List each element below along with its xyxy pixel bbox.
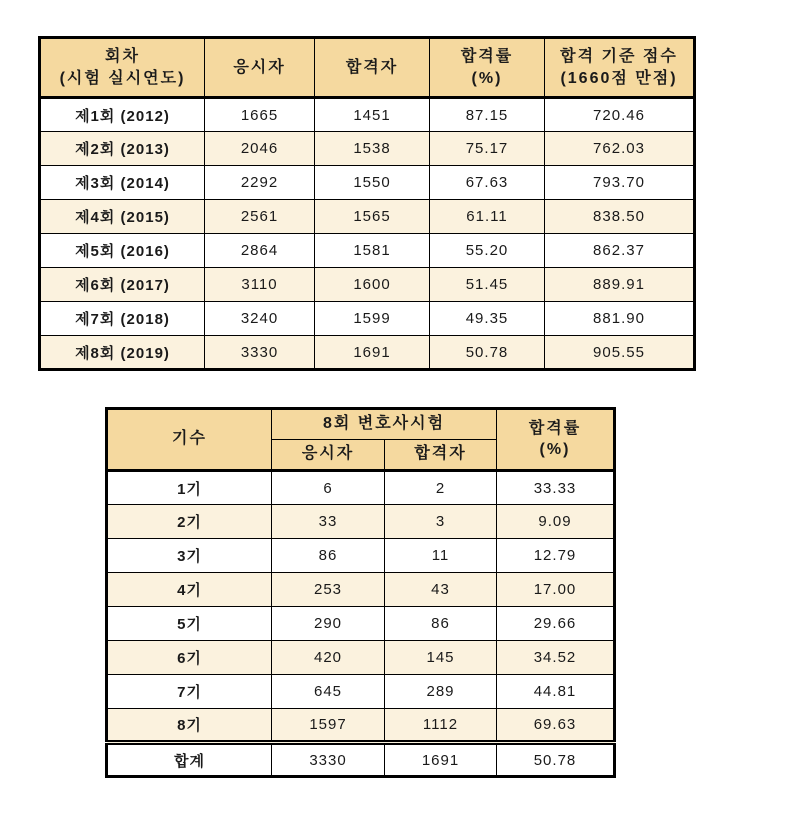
applicants-value: 645: [272, 675, 385, 709]
score-value: 793.70: [545, 166, 695, 200]
passers-value: 1691: [315, 336, 430, 370]
rate-value: 17.00: [497, 573, 615, 607]
passers-value: 86: [385, 607, 497, 641]
passers-value: 1538: [315, 132, 430, 166]
table-row: [107, 573, 615, 607]
table-row: [40, 166, 695, 200]
header-exam-group: 8회 변호사시험: [272, 409, 497, 440]
applicants-value: 6: [272, 471, 385, 505]
table-row: [40, 98, 695, 132]
table-row: [40, 234, 695, 268]
header-passers: 합격자: [315, 38, 430, 98]
score-value: 889.91: [545, 268, 695, 302]
applicants-value: 2561: [205, 200, 315, 234]
applicants-value: 33: [272, 505, 385, 539]
table-row: [40, 336, 695, 370]
total-applicants-value: 3330: [272, 743, 385, 777]
applicants-value: 1665: [205, 98, 315, 132]
exam-table-header: [40, 38, 695, 98]
passers-value: 1600: [315, 268, 430, 302]
rate-value: 50.78: [430, 336, 545, 370]
header-pass-rate: [497, 409, 615, 471]
total-row: [107, 743, 615, 777]
rate-value: 69.63: [497, 709, 615, 743]
header-applicants: 응시자: [205, 38, 315, 98]
passers-value: 1550: [315, 166, 430, 200]
score-value: 762.03: [545, 132, 695, 166]
round-label: 제2회 (2013): [40, 132, 205, 166]
header-rate-line2: (%): [471, 69, 503, 87]
round-label: 제1회 (2012): [40, 98, 205, 132]
rate-value: 33.33: [497, 471, 615, 505]
table-row: [107, 539, 615, 573]
table-row: [107, 607, 615, 641]
applicants-value: 1597: [272, 709, 385, 743]
rate-value: 9.09: [497, 505, 615, 539]
passers-value: 1581: [315, 234, 430, 268]
rate-value: 87.15: [430, 98, 545, 132]
table-row: [107, 641, 615, 675]
score-value: 720.46: [545, 98, 695, 132]
rate-value: 61.11: [430, 200, 545, 234]
header-rate-line1: 합격률: [528, 419, 582, 437]
applicants-value: 290: [272, 607, 385, 641]
table-row: [40, 132, 695, 166]
passers-value: 2: [385, 471, 497, 505]
score-value: 862.37: [545, 234, 695, 268]
cohort-results-table: [105, 407, 616, 778]
header-rate-line1: 합격률: [460, 47, 514, 65]
rate-value: 49.35: [430, 302, 545, 336]
applicants-value: 2292: [205, 166, 315, 200]
cohort-label: 7기: [107, 675, 272, 709]
cohort-table-header: [107, 409, 615, 471]
table-row: [40, 268, 695, 302]
total-passers-value: 1691: [385, 743, 497, 777]
round-label: 제7회 (2018): [40, 302, 205, 336]
rate-value: 67.63: [430, 166, 545, 200]
applicants-value: 2864: [205, 234, 315, 268]
header-rate-line2: (%): [539, 440, 571, 458]
applicants-value: 420: [272, 641, 385, 675]
header-score-line1: 합격 기준 점수: [560, 47, 678, 65]
passers-value: 145: [385, 641, 497, 675]
header-passers: 합격자: [385, 440, 497, 471]
table-row: [107, 709, 615, 743]
round-label: 제8회 (2019): [40, 336, 205, 370]
round-label: 제4회 (2015): [40, 200, 205, 234]
exam-rounds-table: [38, 36, 696, 371]
applicants-value: 2046: [205, 132, 315, 166]
round-label: 제6회 (2017): [40, 268, 205, 302]
applicants-value: 3110: [205, 268, 315, 302]
rate-value: 51.45: [430, 268, 545, 302]
rate-value: 34.52: [497, 641, 615, 675]
applicants-value: 253: [272, 573, 385, 607]
header-row: [40, 38, 695, 98]
applicants-value: 3330: [205, 336, 315, 370]
cohort-label: 5기: [107, 607, 272, 641]
score-value: 881.90: [545, 302, 695, 336]
rate-value: 29.66: [497, 607, 615, 641]
header-cohort: 기수: [107, 409, 272, 471]
header-pass-rate: [430, 38, 545, 98]
table-row: [107, 675, 615, 709]
passers-value: 11: [385, 539, 497, 573]
passers-value: 1599: [315, 302, 430, 336]
passers-value: 289: [385, 675, 497, 709]
header-cutoff-score: [545, 38, 695, 98]
table-row: [40, 200, 695, 234]
header-round-line1: 회차: [105, 47, 140, 65]
header-score-line2: (1660점 만점): [560, 69, 678, 87]
applicants-value: 3240: [205, 302, 315, 336]
total-label: 합계: [107, 743, 272, 777]
cohort-label: 3기: [107, 539, 272, 573]
applicants-value: 86: [272, 539, 385, 573]
cohort-label: 2기: [107, 505, 272, 539]
passers-value: 1112: [385, 709, 497, 743]
header-applicants: 응시자: [272, 440, 385, 471]
rate-value: 55.20: [430, 234, 545, 268]
cohort-label: 1기: [107, 471, 272, 505]
cohort-label: 6기: [107, 641, 272, 675]
header-round-line2: (시험 실시연도): [59, 69, 186, 87]
score-value: 838.50: [545, 200, 695, 234]
passers-value: 43: [385, 573, 497, 607]
table-row: [107, 505, 615, 539]
rate-value: 75.17: [430, 132, 545, 166]
passers-value: 1565: [315, 200, 430, 234]
rate-value: 12.79: [497, 539, 615, 573]
round-label: 제5회 (2016): [40, 234, 205, 268]
round-label: 제3회 (2014): [40, 166, 205, 200]
passers-value: 1451: [315, 98, 430, 132]
header-round: [40, 38, 205, 98]
score-value: 905.55: [545, 336, 695, 370]
rate-value: 44.81: [497, 675, 615, 709]
cohort-label: 4기: [107, 573, 272, 607]
total-rate-value: 50.78: [497, 743, 615, 777]
table-row: [40, 302, 695, 336]
passers-value: 3: [385, 505, 497, 539]
cohort-label: 8기: [107, 709, 272, 743]
table-row: [107, 471, 615, 505]
header-row-top: [107, 409, 615, 440]
